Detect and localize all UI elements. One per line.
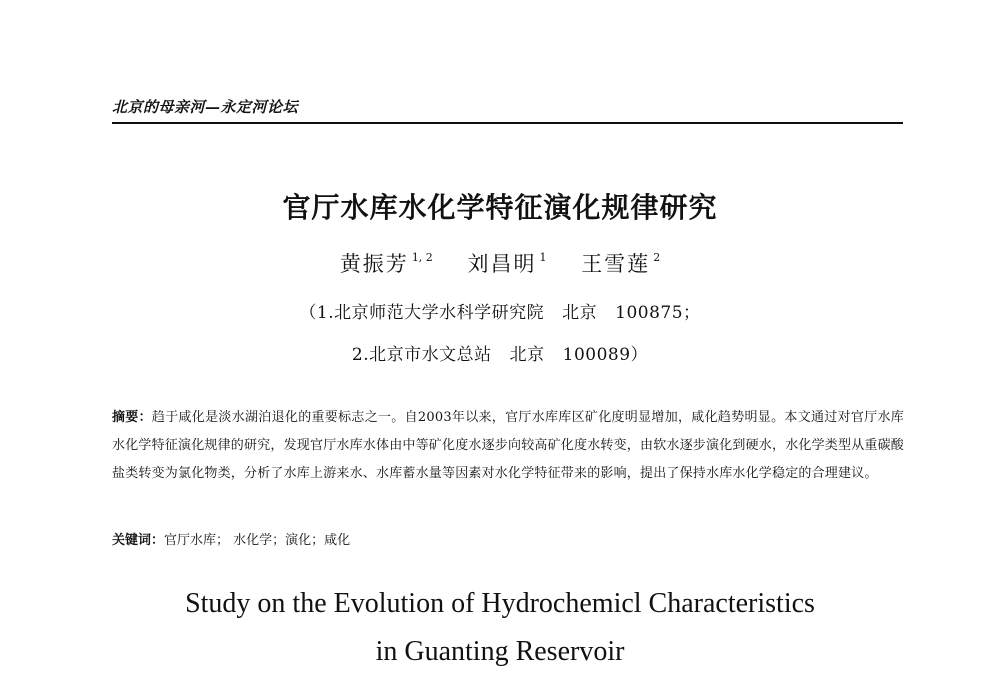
english-title-line-2: in Guanting Reservoir [375, 636, 625, 667]
author-name: 王雪莲 [581, 252, 651, 276]
chinese-title: 官厅水库水化学特征演化规律研究 [282, 191, 718, 224]
author-affiliation-mark: 1, 2 [411, 251, 433, 264]
author-name: 刘昌明 [467, 252, 537, 276]
author-affiliation-mark: 1 [539, 251, 547, 264]
english-title-line-1: Study on the Evolution of Hydrochemicl Characteristics [185, 588, 815, 619]
abstract [112, 404, 904, 488]
author-affiliation-mark: 2 [653, 251, 661, 264]
affiliation-zip: 100089） [562, 345, 649, 365]
abstract-text: 趋于咸化是淡水湖泊退化的重要标志之一。自2003年以来，官厅水库库区矿化度明显增加，咸化趋势明显。本文通过对官厅水库水化学特征演化规律的研究，发现官厅水库水体由中等矿化度水逐步向较高矿化度水转变，由软水逐步演化到硬水，水化学类型从重碳酸盐类转变为氯化物类，分析了水库上游来水、水库蓄水量等因素对水化学特征带来的影响，提出了保持水库水化学稳定的合理建议。 [112, 410, 905, 481]
author-3 [581, 248, 660, 278]
keywords-text: 官厅水库； 水化学；演化；咸化 [164, 533, 351, 548]
affiliation-city: 北京 [562, 303, 598, 323]
author-name: 黄振芳 [339, 252, 409, 276]
author-list [0, 248, 1000, 278]
keywords [112, 530, 904, 552]
affiliation-city: 北京 [509, 345, 545, 365]
affiliation-open-paren: （ [299, 303, 317, 323]
affiliation-2 [0, 340, 1000, 365]
affiliation-org: 1.北京师范大学水科学研究院 [316, 303, 545, 323]
keywords-label: 关键词： [112, 533, 165, 548]
running-header: 北京的母亲河—永定河论坛 [112, 98, 299, 116]
header-rule [112, 122, 903, 124]
affiliation-1 [0, 298, 1000, 323]
abstract-label: 摘要： [112, 410, 152, 425]
affiliation-zip: 100875； [615, 303, 701, 323]
author-1 [340, 248, 433, 278]
author-2 [468, 248, 547, 278]
affiliation-org: 2.北京市水文总站 [351, 345, 492, 365]
